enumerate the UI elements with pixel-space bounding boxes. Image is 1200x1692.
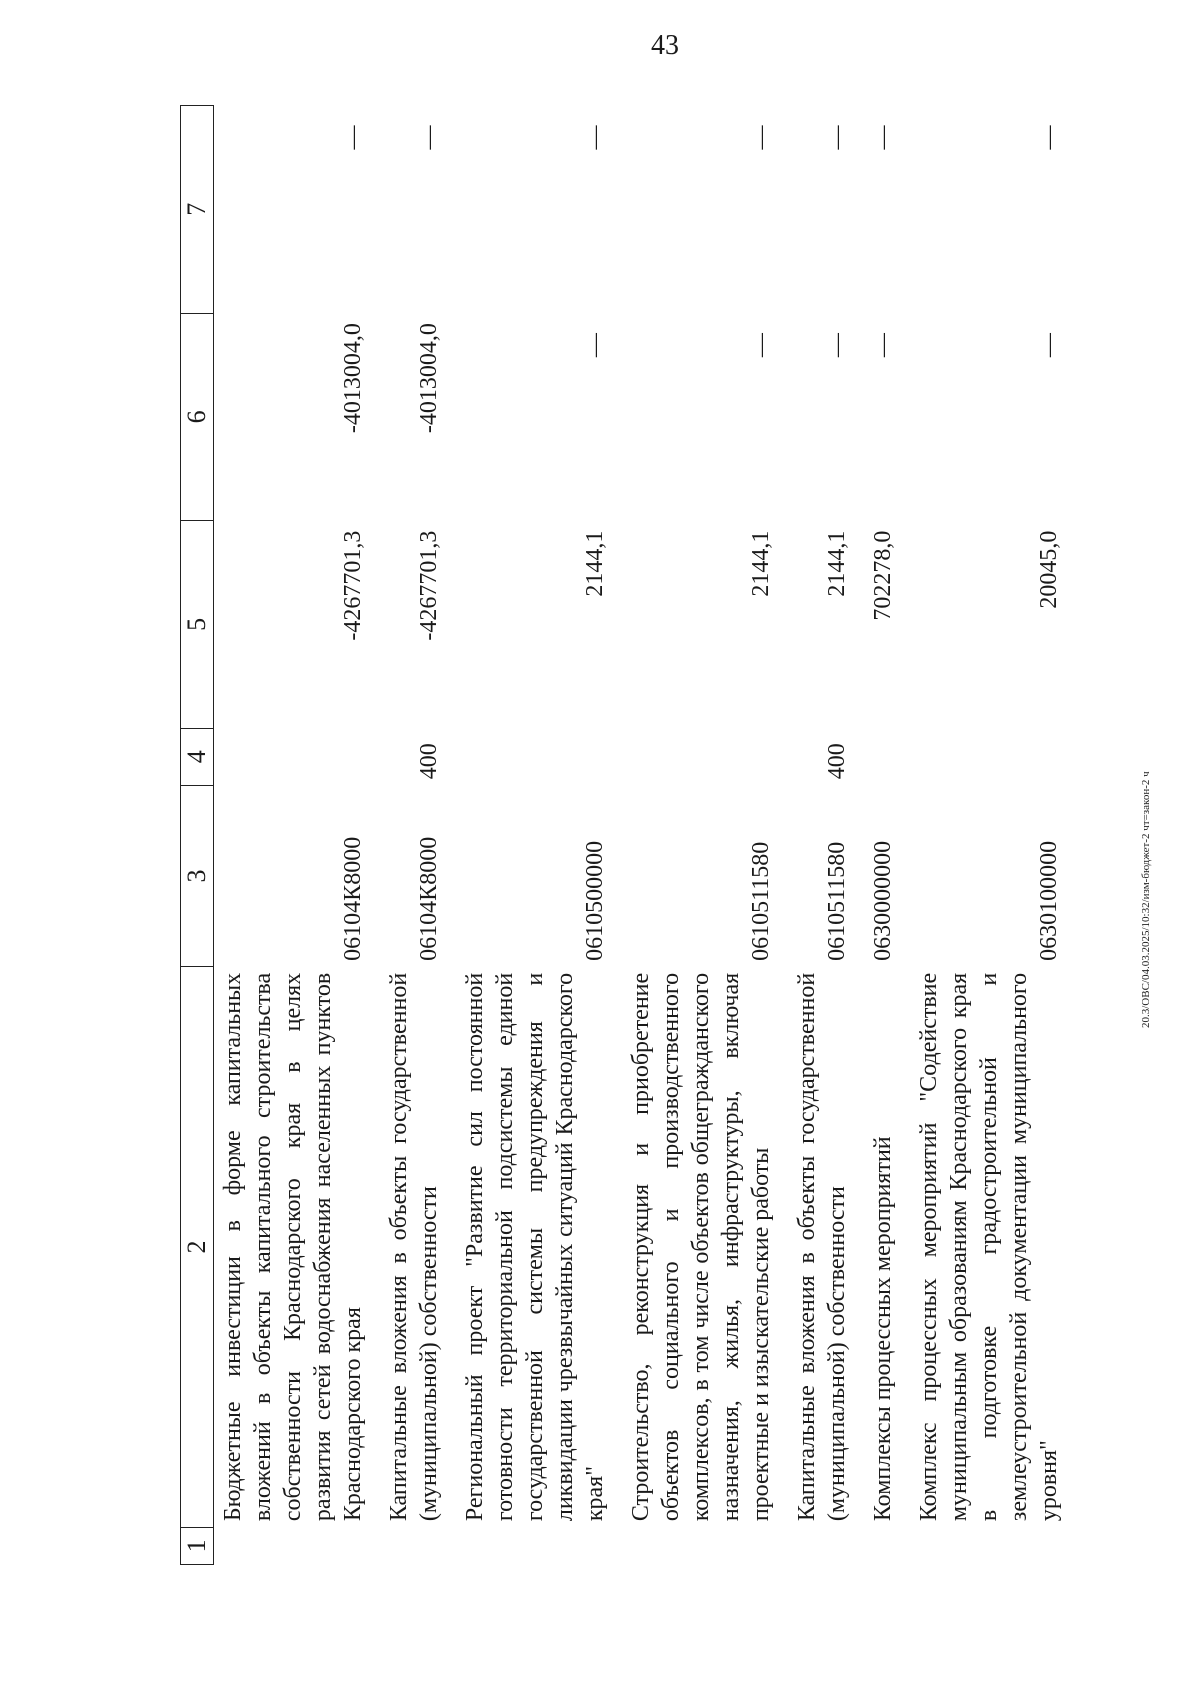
column-header-3: 3 bbox=[181, 785, 214, 967]
table-row bbox=[456, 106, 622, 1565]
column-header-6: 6 bbox=[181, 313, 214, 521]
amount-col6: — bbox=[870, 333, 896, 358]
amount-col7: — bbox=[870, 125, 896, 150]
amount-col5: 2144,1 bbox=[748, 530, 774, 597]
item-name: Комплекс процессных мероприятий "Содействие муниципальным образованиям Краснодарского края в подготовке градостроительной и землеустроительной документации муниципального уровня" bbox=[916, 972, 1062, 1522]
expense-type bbox=[456, 728, 622, 785]
amount-col7: — bbox=[340, 125, 366, 150]
target-code: 0630100000 bbox=[1036, 840, 1062, 961]
target-code: 0610511580 bbox=[824, 841, 850, 961]
amount-col5: 2144,1 bbox=[582, 530, 608, 597]
rotated-table-container bbox=[180, 105, 1080, 1565]
row-number bbox=[456, 1527, 622, 1564]
amount-col7: — bbox=[582, 125, 608, 150]
expense-type: 400 bbox=[416, 743, 442, 780]
item-name: Капитальные вложения в объекты государственной (муниципальной) собственности bbox=[794, 972, 850, 1522]
amount-col6: — bbox=[824, 333, 850, 358]
column-header-7: 7 bbox=[181, 106, 214, 314]
table-row bbox=[214, 106, 381, 1565]
item-name: Региональный проект "Развитие сил постоянной готовности территориальной подсистемы единой государственной системы предупреждения и ликвидации чрезвычайных ситуаций Краснодарского края" bbox=[462, 972, 608, 1522]
expense-type: 400 bbox=[824, 743, 850, 780]
budget-table bbox=[180, 105, 1076, 1565]
amount-col6: — bbox=[1036, 333, 1062, 358]
target-code: 06104К8000 bbox=[416, 836, 442, 961]
target-code: 0610511580 bbox=[748, 841, 774, 961]
amount-col6: -4013004,0 bbox=[416, 323, 442, 434]
expense-type bbox=[910, 728, 1076, 785]
amount-col5: 2144,1 bbox=[824, 530, 850, 597]
header-row bbox=[181, 106, 214, 1565]
expense-type bbox=[864, 728, 910, 785]
amount-col5: 20045,0 bbox=[1036, 530, 1062, 609]
amount-col7: — bbox=[824, 125, 850, 150]
table-row bbox=[788, 106, 864, 1565]
row-number bbox=[622, 1527, 788, 1564]
amount-col5: -4267701,3 bbox=[340, 530, 366, 641]
amount-col5: -4267701,3 bbox=[416, 530, 442, 641]
expense-type bbox=[622, 728, 788, 785]
amount-col7: — bbox=[416, 125, 442, 150]
column-header-4: 4 bbox=[181, 728, 214, 785]
footer-document-code: 20.3/ОВС/04.03.2025/10:32/изм-бюджет-2 чт=закон-2 ч bbox=[1140, 771, 1152, 1028]
amount-col5: 702278,0 bbox=[870, 530, 896, 621]
column-header-5: 5 bbox=[181, 521, 214, 729]
target-code: 0610500000 bbox=[582, 840, 608, 961]
column-header-2: 2 bbox=[181, 967, 214, 1527]
row-number bbox=[864, 1527, 910, 1564]
table-row bbox=[910, 106, 1076, 1565]
row-number bbox=[910, 1527, 1076, 1564]
row-number bbox=[214, 1527, 381, 1564]
table-row bbox=[622, 106, 788, 1565]
table-row bbox=[864, 106, 910, 1565]
amount-col6: — bbox=[582, 333, 608, 358]
item-name: Капитальные вложения в объекты государственной (муниципальной) собственности bbox=[386, 972, 442, 1522]
row-number bbox=[380, 1527, 456, 1564]
target-code: 06104К8000 bbox=[340, 836, 366, 961]
amount-col7: — bbox=[1036, 125, 1062, 150]
amount-col6: -4013004,0 bbox=[340, 323, 366, 434]
expense-type bbox=[214, 728, 381, 785]
amount-col6: — bbox=[748, 333, 774, 358]
page-number: 43 bbox=[651, 30, 679, 61]
target-code: 0630000000 bbox=[870, 840, 896, 961]
item-name: Комплексы процессных мероприятий bbox=[870, 1136, 896, 1522]
item-name: Бюджетные инвестиции в форме капитальных вложений в объекты капитального строительства собственности Краснодарского края в целях развития сетей водоснабжения населенных пунктов Краснодарского края bbox=[220, 972, 366, 1522]
item-name: Строительство, реконструкция и приобретение объектов социального и производственного комплексов, в том числе объектов общегражданского назначения, жилья, инфраструктуры, включая проектные и изыскательские работы bbox=[628, 972, 774, 1522]
row-number bbox=[788, 1527, 864, 1564]
column-header-1: 1 bbox=[181, 1527, 214, 1564]
amount-col7: — bbox=[748, 125, 774, 150]
table-row bbox=[380, 106, 456, 1565]
